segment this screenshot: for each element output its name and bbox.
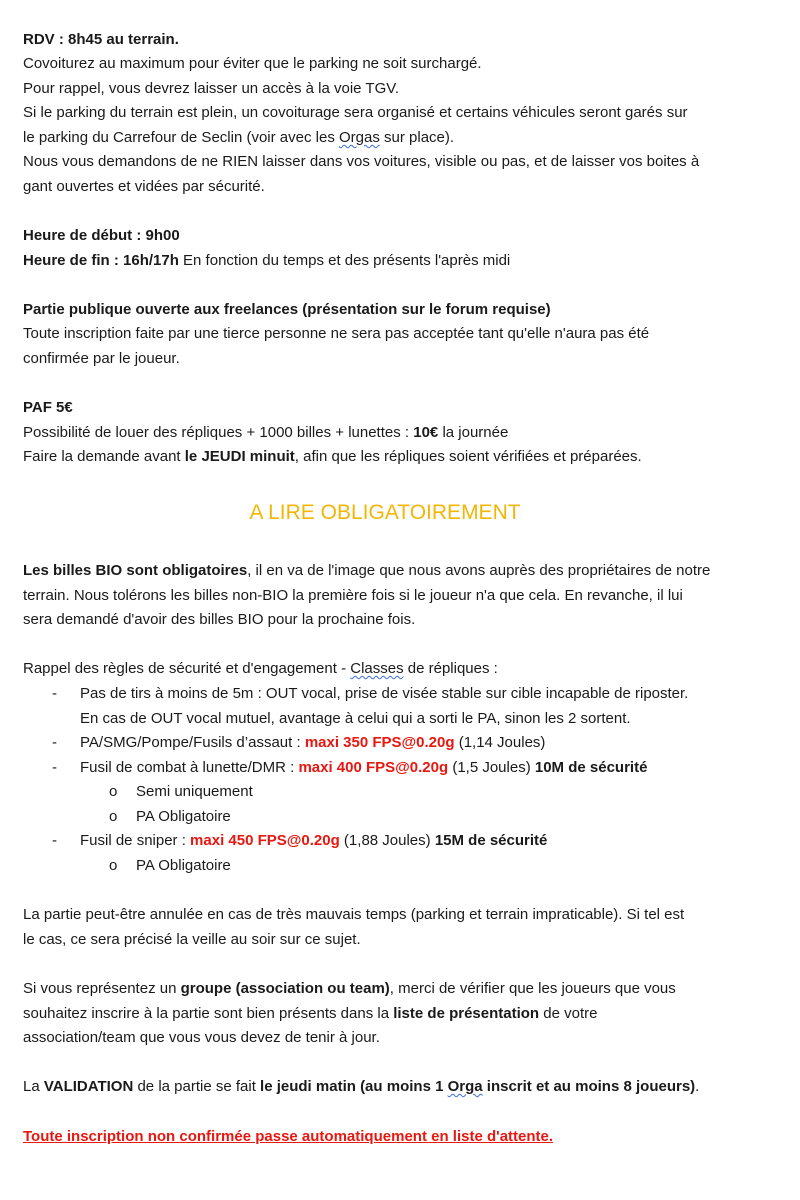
presentation-list: liste de présentation	[393, 1005, 540, 1022]
rule-1-dash: -	[52, 685, 57, 702]
group-line-2-start: souhaitez inscrire à la partie sont bien présents dans la	[23, 1005, 394, 1022]
weather-line-1: La partie peut-être annulée en cas de très mauvais temps (parking et terrain impraticable). Si tel est	[23, 906, 685, 923]
bio-line-1-end: , il en va de l'image que nous avons auprès des propriétaires de notre	[247, 562, 711, 579]
must-read-heading: A LIRE OBLIGATOIREMENT	[249, 501, 521, 524]
validation-condition	[260, 1078, 695, 1095]
request-deadline: le JEUDI minuit	[184, 448, 295, 465]
rule-2-limit: maxi 350 FPS@0.20g	[304, 734, 455, 751]
end-time-label: Heure de fin : 16h/17h	[23, 252, 179, 269]
rule-3-safety: 10M de sécurité	[534, 759, 648, 776]
rule-4-text: Fusil de sniper :	[80, 832, 191, 849]
rdv-line-6: gant ouvertes et vidées par sécurité.	[23, 178, 265, 195]
group-line-1-end: , merci de vérifier que les joueurs que vous	[389, 980, 676, 997]
rental-text: Possibilité de louer des répliques + 1000 billes + lunettes :	[23, 424, 414, 441]
validation-line	[23, 1078, 699, 1096]
rule-4-sub-1-bullet: o	[109, 857, 118, 874]
group-line-1	[23, 980, 676, 998]
rule-4-dash: -	[52, 832, 57, 849]
rule-4-safety: 15M de sécurité	[434, 832, 548, 849]
request-text: Faire la demande avant	[23, 448, 185, 465]
rental-suffix: la journée	[438, 424, 509, 441]
rule-1-line-1: Pas de tirs à moins de 5m : OUT vocal, prise de visée stable sur cible incapable de riposter.	[80, 685, 689, 702]
request-suffix: , afin que les répliques soient vérifiées et préparées.	[294, 448, 642, 465]
bio-bold: Les billes BIO sont obligatoires	[23, 562, 248, 579]
validation-mid: de la partie se fait	[133, 1078, 261, 1095]
public-line-2: confirmée par le joueur.	[23, 350, 180, 367]
rdv-line-4-start: le parking du Carrefour de Seclin (voir avec les	[23, 129, 339, 146]
validation-start: La	[23, 1078, 44, 1095]
rules-intro	[23, 660, 498, 678]
validation-word: VALIDATION	[43, 1078, 134, 1095]
rule-2-dash: -	[52, 734, 57, 751]
rule-3-limit: maxi 400 FPS@0.20g	[298, 759, 449, 776]
bio-line-1	[23, 562, 710, 580]
rule-3-sub-2-bullet: o	[109, 808, 118, 825]
rule-4	[80, 832, 547, 850]
rule-3	[80, 759, 647, 777]
group-line-2	[23, 1005, 597, 1023]
rule-3-text: Fusil de combat à lunette/DMR :	[80, 759, 299, 776]
validation-period: .	[695, 1078, 700, 1095]
rdv-title: RDV : 8h45 au terrain.	[23, 31, 179, 48]
start-time: Heure de début : 9h00	[23, 227, 180, 244]
rdv-line-4-end: sur place).	[379, 129, 455, 146]
rdv-line-1: Covoiturez au maximum pour éviter que le parking ne soit surchargé.	[23, 55, 482, 72]
validation-condition-end: inscrit et au moins 8 joueurs)	[482, 1078, 696, 1095]
rule-4-limit: maxi 450 FPS@0.20g	[190, 832, 340, 849]
rule-4-sub-1: PA Obligatoire	[136, 857, 231, 874]
public-title: Partie publique ouverte aux freelances (présentation sur le forum requise)	[23, 301, 551, 318]
orgas-word: Orgas	[338, 129, 380, 146]
bio-line-2: terrain. Nous tolérons les billes non-BIO la première fois si le joueur n'a que cela. En revanche, il lui	[23, 587, 683, 604]
group-line-2-end: de votre	[539, 1005, 598, 1022]
rule-3-sub-1-bullet: o	[109, 783, 118, 800]
group-line-3: association/team que vous vous devez de tenir à jour.	[23, 1029, 380, 1046]
weather-line-2: le cas, ce sera précisé la veille au soir sur ce sujet.	[23, 931, 361, 948]
rule-2-text: PA/SMG/Pompe/Fusils d’assaut :	[80, 734, 305, 751]
rules-intro-text: Rappel des règles de sécurité et d'engagement -	[23, 660, 351, 677]
group-line-1-start: Si vous représentez un	[23, 980, 181, 997]
public-line-1: Toute inscription faite par une tierce personne ne sera pas acceptée tant qu'elle n'aura pas été	[23, 325, 650, 342]
rdv-line-3: Si le parking du terrain est plein, un covoiturage sera organisé et certains véhicules seront garés sur	[23, 104, 688, 121]
rule-3-joules: (1,5 Joules)	[448, 759, 535, 776]
rule-4-joules: (1,88 Joules)	[339, 832, 435, 849]
bio-line-3: sera demandé d'avoir des billes BIO pour la prochaine fois.	[23, 611, 416, 628]
end-time	[23, 252, 510, 270]
orga-word: Orga	[447, 1078, 483, 1095]
rental-price: 10€	[413, 424, 439, 441]
waitlist-notice: Toute inscription non confirmée passe automatiquement en liste d'attente.	[23, 1128, 554, 1145]
rental-line	[23, 424, 508, 442]
rdv-line-5: Nous vous demandons de ne RIEN laisser dans vos voitures, visible ou pas, et de laisser vos boites à	[23, 153, 700, 170]
rule-2	[80, 734, 545, 752]
request-line	[23, 448, 642, 466]
classes-word: Classes	[350, 660, 404, 677]
rule-3-sub-2: PA Obligatoire	[136, 808, 231, 825]
paf-title: PAF 5€	[23, 399, 73, 416]
rule-1-line-2: En cas de OUT vocal mutuel, avantage à celui qui a sorti le PA, sinon les 2 sortent.	[80, 710, 631, 727]
rule-2-joules: (1,14 Joules)	[454, 734, 546, 751]
rdv-line-2: Pour rappel, vous devrez laisser un accès à la voie TGV.	[23, 80, 400, 97]
rule-3-dash: -	[52, 759, 57, 776]
validation-condition-start: le jeudi matin (au moins 1	[260, 1078, 448, 1095]
group-bold: groupe (association ou team)	[180, 980, 390, 997]
rule-3-sub-1: Semi uniquement	[136, 783, 253, 800]
rules-intro-end: de répliques :	[403, 660, 498, 677]
rdv-line-4	[23, 129, 454, 147]
end-time-note: En fonction du temps et des présents l'après midi	[178, 252, 511, 269]
